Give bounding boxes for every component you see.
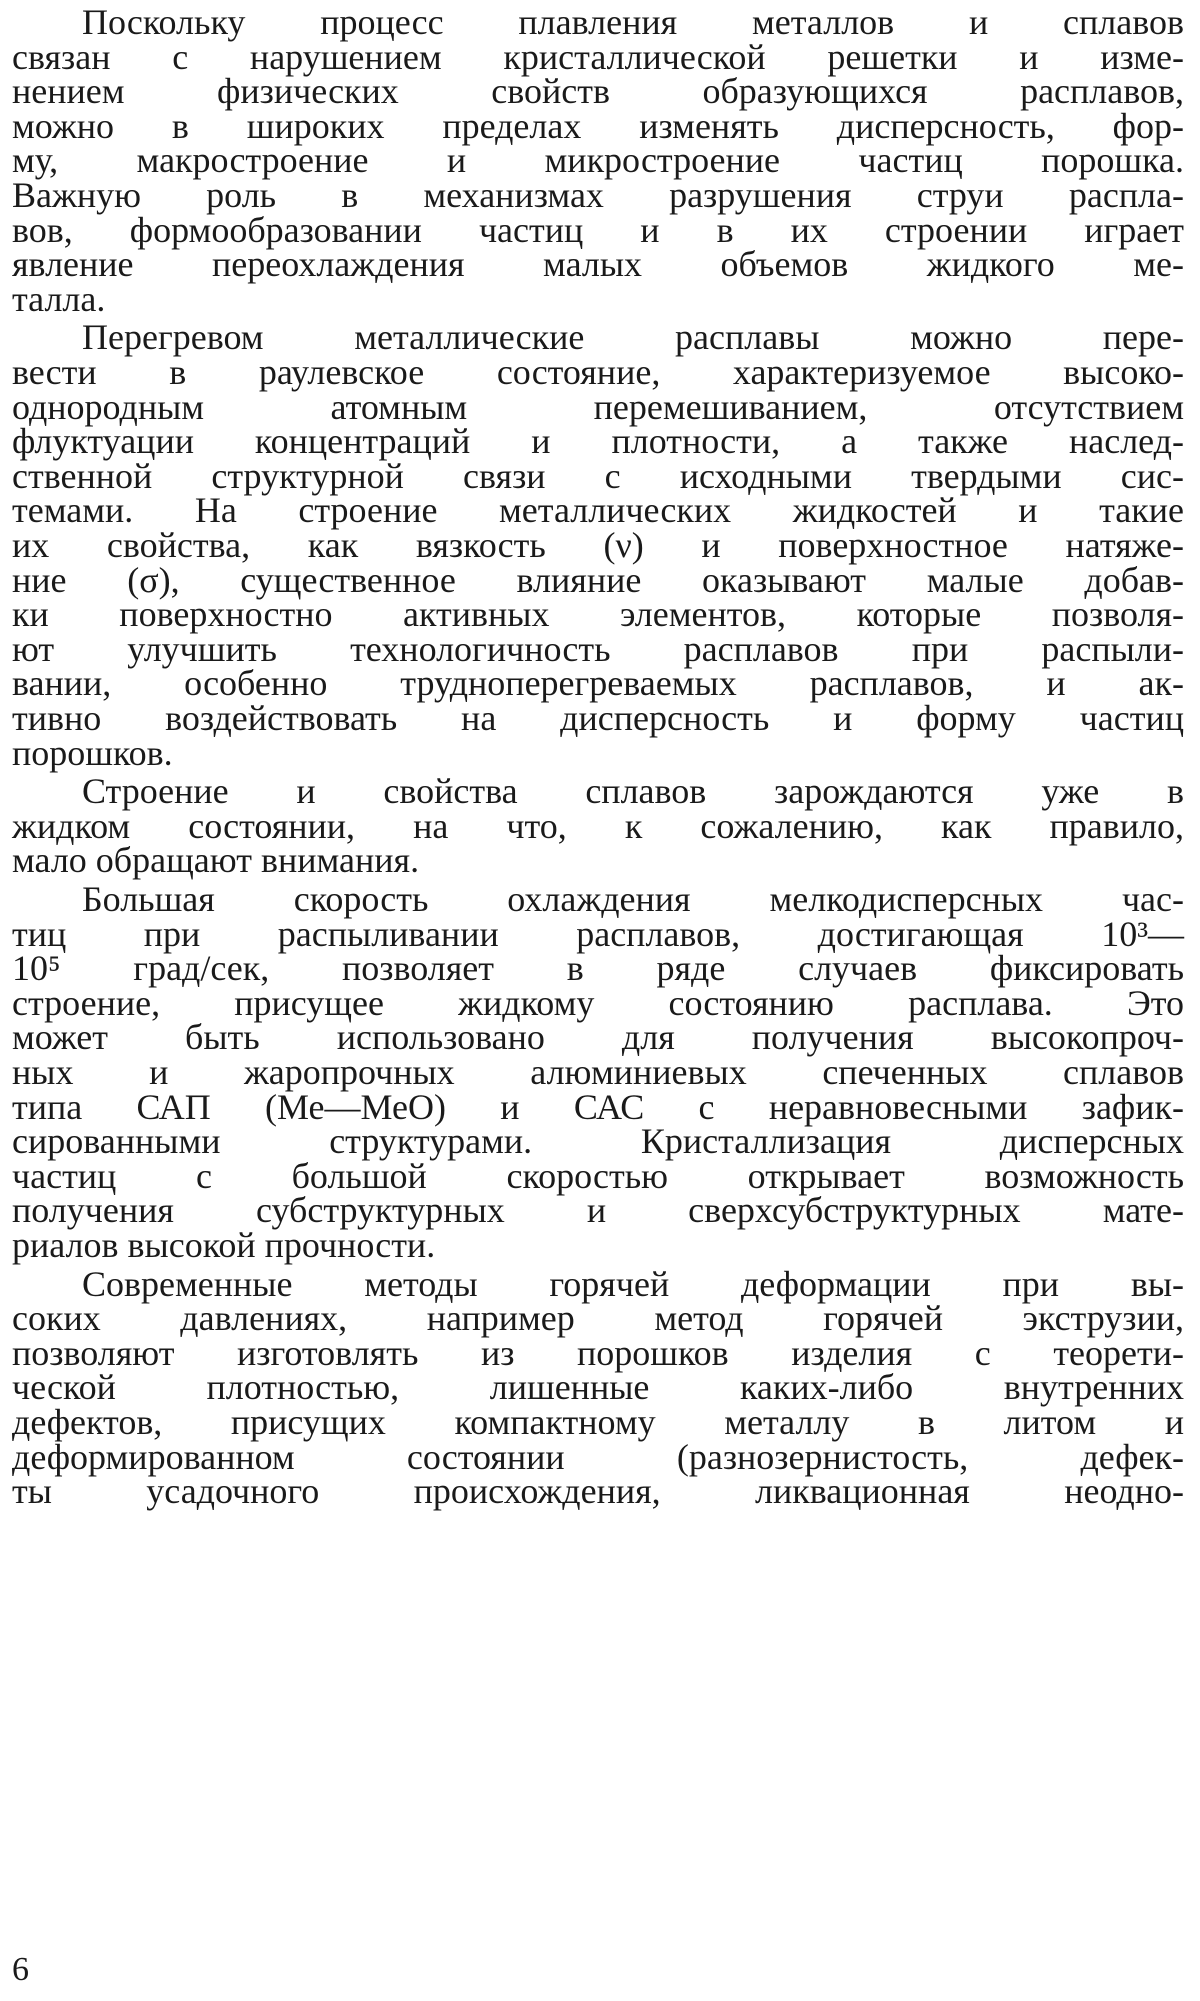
text-line: можно в широких пределах изменять дисперсность, фор- [12, 105, 1184, 146]
text-line: Современные методы горячей деформации при вы- [82, 1263, 1184, 1304]
text-line: талла. [12, 278, 106, 319]
text-line: жидком состоянии, на что, к сожалению, как правило, [12, 805, 1184, 846]
text-line: строение, присущее жидкому состоянию расплава. Это [12, 982, 1184, 1023]
text-line: Поскольку процесс плавления металлов и сплавов [82, 2, 1184, 42]
text-line: соких давлениях, например метод горячей экструзии, [12, 1298, 1184, 1339]
text-line: флуктуации концентраций и плотности, а также наслед- [12, 421, 1184, 462]
text-line: ют улучшить технологичность расплавов при распыли- [12, 628, 1184, 669]
text-line: ческой плотностью, лишенные каких-либо внутренних [12, 1367, 1184, 1408]
text-line: связан с нарушением кристаллической решетки и изме- [12, 36, 1184, 77]
text-line: темами. На строение металлических жидкостей и такие [12, 490, 1184, 531]
text-line: вании, особенно трудноперегреваемых расплавов, и ак- [12, 663, 1184, 704]
text-line: может быть использовано для получения высокопроч- [12, 1017, 1184, 1058]
text-line: тиц при распыливании расплавов, достигающая 10³— [12, 913, 1184, 954]
text-line: Большая скорость охлаждения мелкодисперсных час- [82, 879, 1184, 919]
text-line: порошков. [12, 732, 173, 773]
text-line: их свойства, как вязкость (ν) и поверхностное натяже- [12, 525, 1184, 565]
text-line: деформированном состоянии (разнозернистость, дефек- [12, 1436, 1184, 1477]
text-line: нением физических свойств образующихся расплавов, [12, 71, 1184, 112]
text-line: Важную роль в механизмах разрушения струи распла- [12, 175, 1184, 215]
text-line: ты усадочного происхождения, ликвационная неодно- [12, 1471, 1184, 1512]
text-line: тивно воздействовать на дисперсность и форму частиц [12, 698, 1184, 738]
text-line: Строение и свойства сплавов зарождаются уже в [82, 771, 1184, 812]
text-line: сированными структурами. Кристаллизация дисперсных [12, 1121, 1184, 1162]
text-line: частиц с большой скоростью открывает возможность [12, 1155, 1184, 1196]
text-line: ние (σ), существенное влияние оказывают малые добав- [12, 559, 1184, 600]
text-line: ных и жаропрочных алюминиевых спеченных сплавов [12, 1052, 1184, 1092]
text-line: ки поверхностно активных элементов, которые позволя- [12, 594, 1184, 635]
text-line: вов, формообразовании частиц и в их строении играет [12, 209, 1184, 250]
text-line: ственной структурной связи с исходными твердыми сис- [12, 455, 1184, 496]
document-page [12, 0, 1184, 2001]
text-line: позволяют изготовлять из порошков изделия с теорети- [12, 1332, 1184, 1373]
text-line: риалов высокой прочности. [12, 1225, 436, 1265]
text-line: вести в раулевское состояние, характеризуемое высоко- [12, 352, 1184, 392]
text-line: получения субструктурных и сверхсубструктурных мате- [12, 1190, 1184, 1231]
text-line: Перегревом металлические расплавы можно пере- [82, 317, 1184, 358]
text-line: му, макростроение и микростроение частиц порошка. [12, 140, 1184, 181]
text-line: мало обращают внимания. [12, 840, 420, 881]
text-line: явление переохлаждения малых объемов жидкого ме- [12, 244, 1184, 285]
text-line: дефектов, присущих компактному металлу в литом и [12, 1402, 1184, 1442]
text-line: однородным атомным перемешиванием, отсутствием [12, 386, 1184, 427]
page-number: 6 [12, 1951, 29, 1988]
text-line: типа САП (Ме—МеО) и САС с неравновесными зафик- [12, 1086, 1184, 1127]
text-line: 10⁵ град/сек, позволяет в ряде случаев фиксировать [12, 948, 1184, 989]
